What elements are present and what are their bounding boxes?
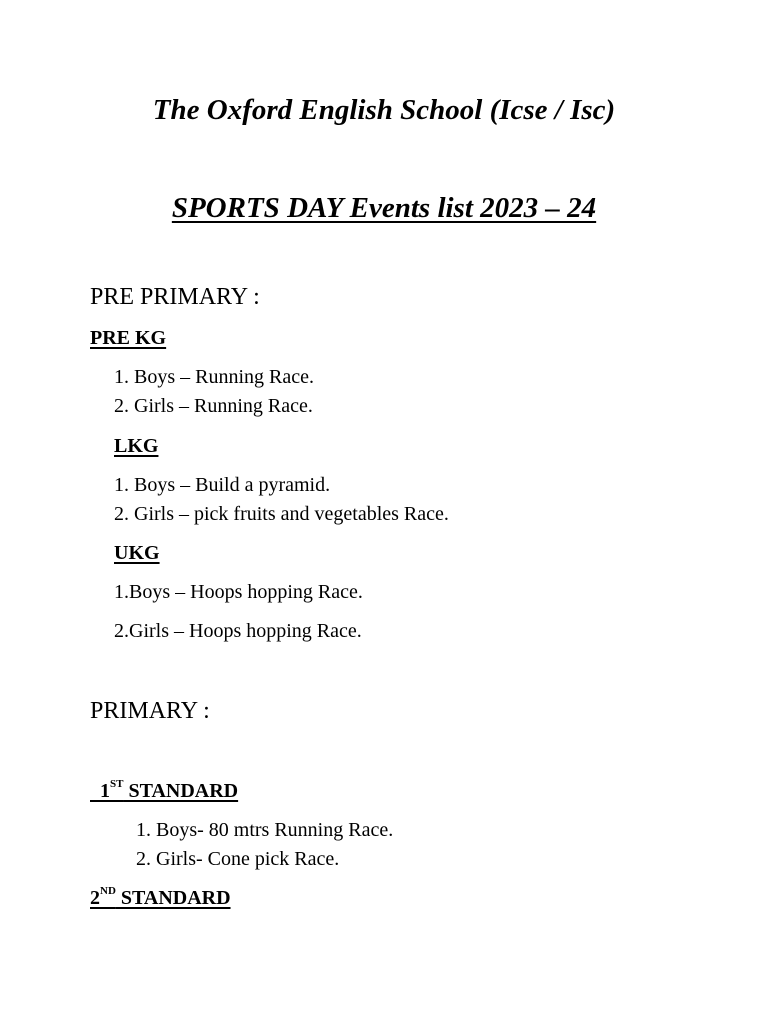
- lkg-heading: LKG: [114, 435, 159, 457]
- event-title: SPORTS DAY Events list 2023 – 24: [171, 192, 597, 224]
- first-standard-heading: 1ST STANDARD: [100, 778, 239, 802]
- list-item: 2. Girls – Running Race.: [114, 395, 313, 417]
- list-item: 1. Boys – Running Race.: [114, 366, 314, 388]
- list-item: 2. Girls – pick fruits and vegetables Race.: [114, 503, 449, 525]
- list-item: 2.Girls – Hoops hopping Race.: [114, 620, 362, 642]
- list-item: 1. Boys- 80 mtrs Running Race.: [136, 819, 394, 841]
- primary-heading: PRIMARY :: [90, 698, 210, 724]
- second-standard-heading: 2ND STANDARD: [90, 885, 231, 909]
- ukg-heading: UKG: [114, 542, 160, 564]
- school-title: The Oxford English School (Icse / Isc): [152, 94, 616, 126]
- list-item: 1. Boys – Build a pyramid.: [114, 474, 331, 496]
- pre-kg-heading: PRE KG: [90, 327, 167, 349]
- list-item: 1.Boys – Hoops hopping Race.: [114, 581, 363, 603]
- pre-primary-heading: PRE PRIMARY :: [90, 284, 260, 310]
- list-item: 2. Girls- Cone pick Race.: [136, 848, 340, 870]
